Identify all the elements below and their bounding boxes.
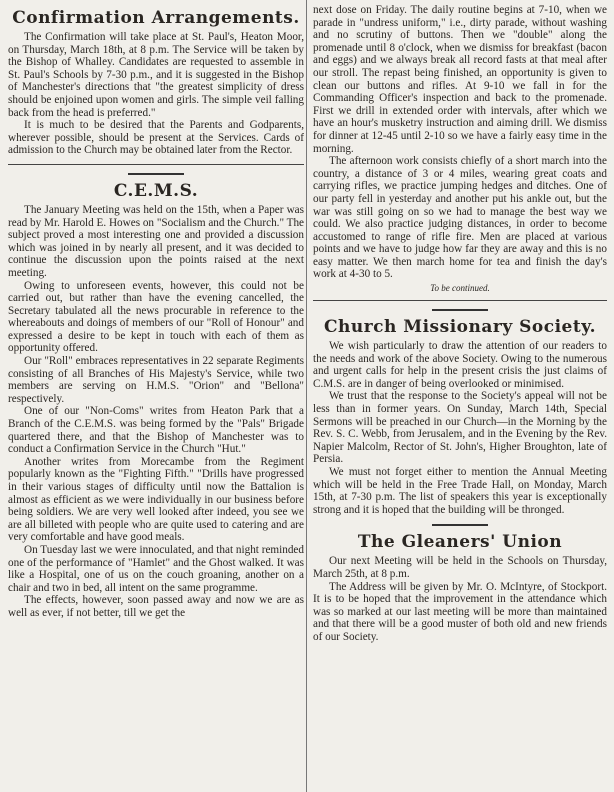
gleaners-paragraph-2: The Address will be given by Mr. O. McIntyre, of Stockport. It is to be hoped that the improvement in the attendance which was so marked at our last meeting will be more than maintained and that there will be a good muster of both old and new friends of our Society. bbox=[313, 580, 607, 643]
cems-paragraph-8: next dose on Friday. The daily routine begins at 7-10, when we parade in "undress uniform," i.e., dirty parade, without washing and no scrutiny of buttons. Then we "double" along the promenade until 8 o'clock, when we dismiss for breakfast (bacon and eggs) and we always break all record fasts at that meal after our stroll. The repast being finished, an opportunity is given to clean our buttons and rifles. At 9-10 we fall in for the Commanding Officer's inspection and back to the promenade. First we drill in extended order with intervals, after which we have an hour's musketry instruction and aiming drill. We dismiss for dinner at 12-45 until 2-10 so we have a fairly easy time in the morning. bbox=[313, 4, 607, 155]
cems-section bbox=[8, 173, 304, 620]
cems-paragraph-4: One of our "Non-Coms" writes from Heaton Park that a Branch of the C.E.M.S. was being formed by the "Pals" Brigade quartered there, and that the Bishop of Manchester was to conduct a Confirmation Service in the Church "Hut." bbox=[8, 405, 304, 456]
left-column bbox=[8, 4, 304, 620]
cems-heading: C.E.M.S. bbox=[113, 180, 199, 201]
heading-rule bbox=[432, 309, 488, 311]
cms-paragraph-2: We trust that the response to the Society's appeal will not be less than in former years. On Sunday, March 14th, Special Sermons will be preached in our Church—in the Morning by the Rev. S. C. Webb, from Jerusalem, and in the Evening by the Rev. Napier Malcolm, Rector of St. John's, Higher Broughton, late of Persia. bbox=[313, 390, 607, 466]
cms-paragraph-3: We must not forget either to mention the Annual Meeting which will be held in the Free Trade Hall, on Monday, March 15th, at 7-30 p.m. The list of speakers this year is exceptionally strong and it is hoped that the building will be thronged. bbox=[313, 466, 607, 516]
cems-paragraph-6: On Tuesday last we were innoculated, and that night reminded one of the performance of "Hamlet" and the Ghost walked. It was like a Hospital, one of us on the couch groaning, another on a chair and two in bed, all intent on the same programme. bbox=[8, 543, 304, 594]
confirmation-paragraph-1: The Confirmation will take place at St. Paul's, Heaton Moor, on Thursday, March 18th, at 8 p.m. The Service will be taken by the Bishop of Whalley. Candidates are requested to assemble in St. Paul's Schools by 7-30 p.m., and it is suggested in the Bishop of Manchester's directions that "the greatest simplicity of dress should be enjoined upon women and girls. The simple veil falling back from the head is preferred." bbox=[8, 31, 304, 119]
section-divider bbox=[313, 300, 607, 301]
gleaners-heading: The Gleaners' Union bbox=[357, 532, 563, 553]
cms-section bbox=[313, 309, 607, 516]
right-column bbox=[313, 4, 607, 644]
cms-paragraph-1: We wish particularly to draw the attention of our readers to the needs and work of the above Society. Owing to the numerous and urgent calls for help in the present crisis the just claims of C.M.S. are in danger of being overlooked or minimised. bbox=[313, 340, 607, 390]
confirmation-paragraph-2: It is much to be desired that the Parents and Godparents, wherever possible, should be present at the Services. Cards of admission to the Church may be obtained later from the Rector. bbox=[8, 119, 304, 157]
gleaners-paragraph-1: Our next Meeting will be held in the Schools on Thursday, March 25th, at 8 p.m. bbox=[313, 555, 607, 580]
cms-heading: Church Missionary Society. bbox=[323, 317, 597, 338]
confirmation-section bbox=[8, 8, 304, 157]
cems-paragraph-2: Owing to unforeseen events, however, this could not be carried out, but rather than have the evening cancelled, the Secretary tabulated all the news procurable in reference to the whereabouts and doings of members of our "Roll of Honour" and expressed a desire to be kept in touch with each of them as opportunity offered. bbox=[8, 279, 304, 355]
gleaners-section bbox=[313, 524, 607, 643]
cems-paragraph-9: The afternoon work consists chiefly of a short march into the country, a distance of 3 or 4 miles, wearing great coats and carrying rifles, we practice jumping hedges and ditches. One of our party fell in yesterday and another put his ankle out, but the war was still going on so we had to manage the best way we could. We also practice judging distances, in order to become accustomed to range of rifle fire. Men are placed at various points and we have to judge how far they are away and this is no easy matter. We then march home for tea and finish the day's work at 4-30 to 5. bbox=[313, 155, 607, 281]
cems-paragraph-5: Another writes from Morecambe from the Regiment popularly known as the "Fighting Fifth." "Drills have progressed in their various stages of difficulty until now the Battalion is almost as efficient as we were individually in our business before being soldiers. We are very well looked after indeed, you see we are all billeted with people who are quite used to catering and are very comfortable and have good meals. bbox=[8, 455, 304, 544]
heading-rule bbox=[432, 524, 488, 526]
section-divider bbox=[8, 164, 304, 165]
to-be-continued: To be continued. bbox=[430, 283, 490, 294]
cems-paragraph-1: The January Meeting was held on the 15th, when a Paper was read by Mr. Harold E. Howes on "Socialism and the Church." The subject proved a most interesting one and provided a discussion which was joined in by nearly all present, and it was decided to continue the discussion upon the points raised at the next meeting. bbox=[8, 203, 305, 279]
heading-rule bbox=[128, 173, 184, 175]
cems-paragraph-3: Our "Roll" embraces representatives in 22 separate Regiments consisting of all Branches of His Majesty's Service, while two members are serving on H.M.S. "Orion" and "Bellona" respectively. bbox=[8, 355, 304, 405]
confirmation-heading: Confirmation Arrangements. bbox=[12, 8, 300, 28]
cems-continued bbox=[313, 4, 607, 293]
column-divider bbox=[306, 0, 307, 792]
cems-paragraph-7: The effects, however, soon passed away and now we are as well as ever, if not better, till we get the bbox=[8, 594, 304, 619]
